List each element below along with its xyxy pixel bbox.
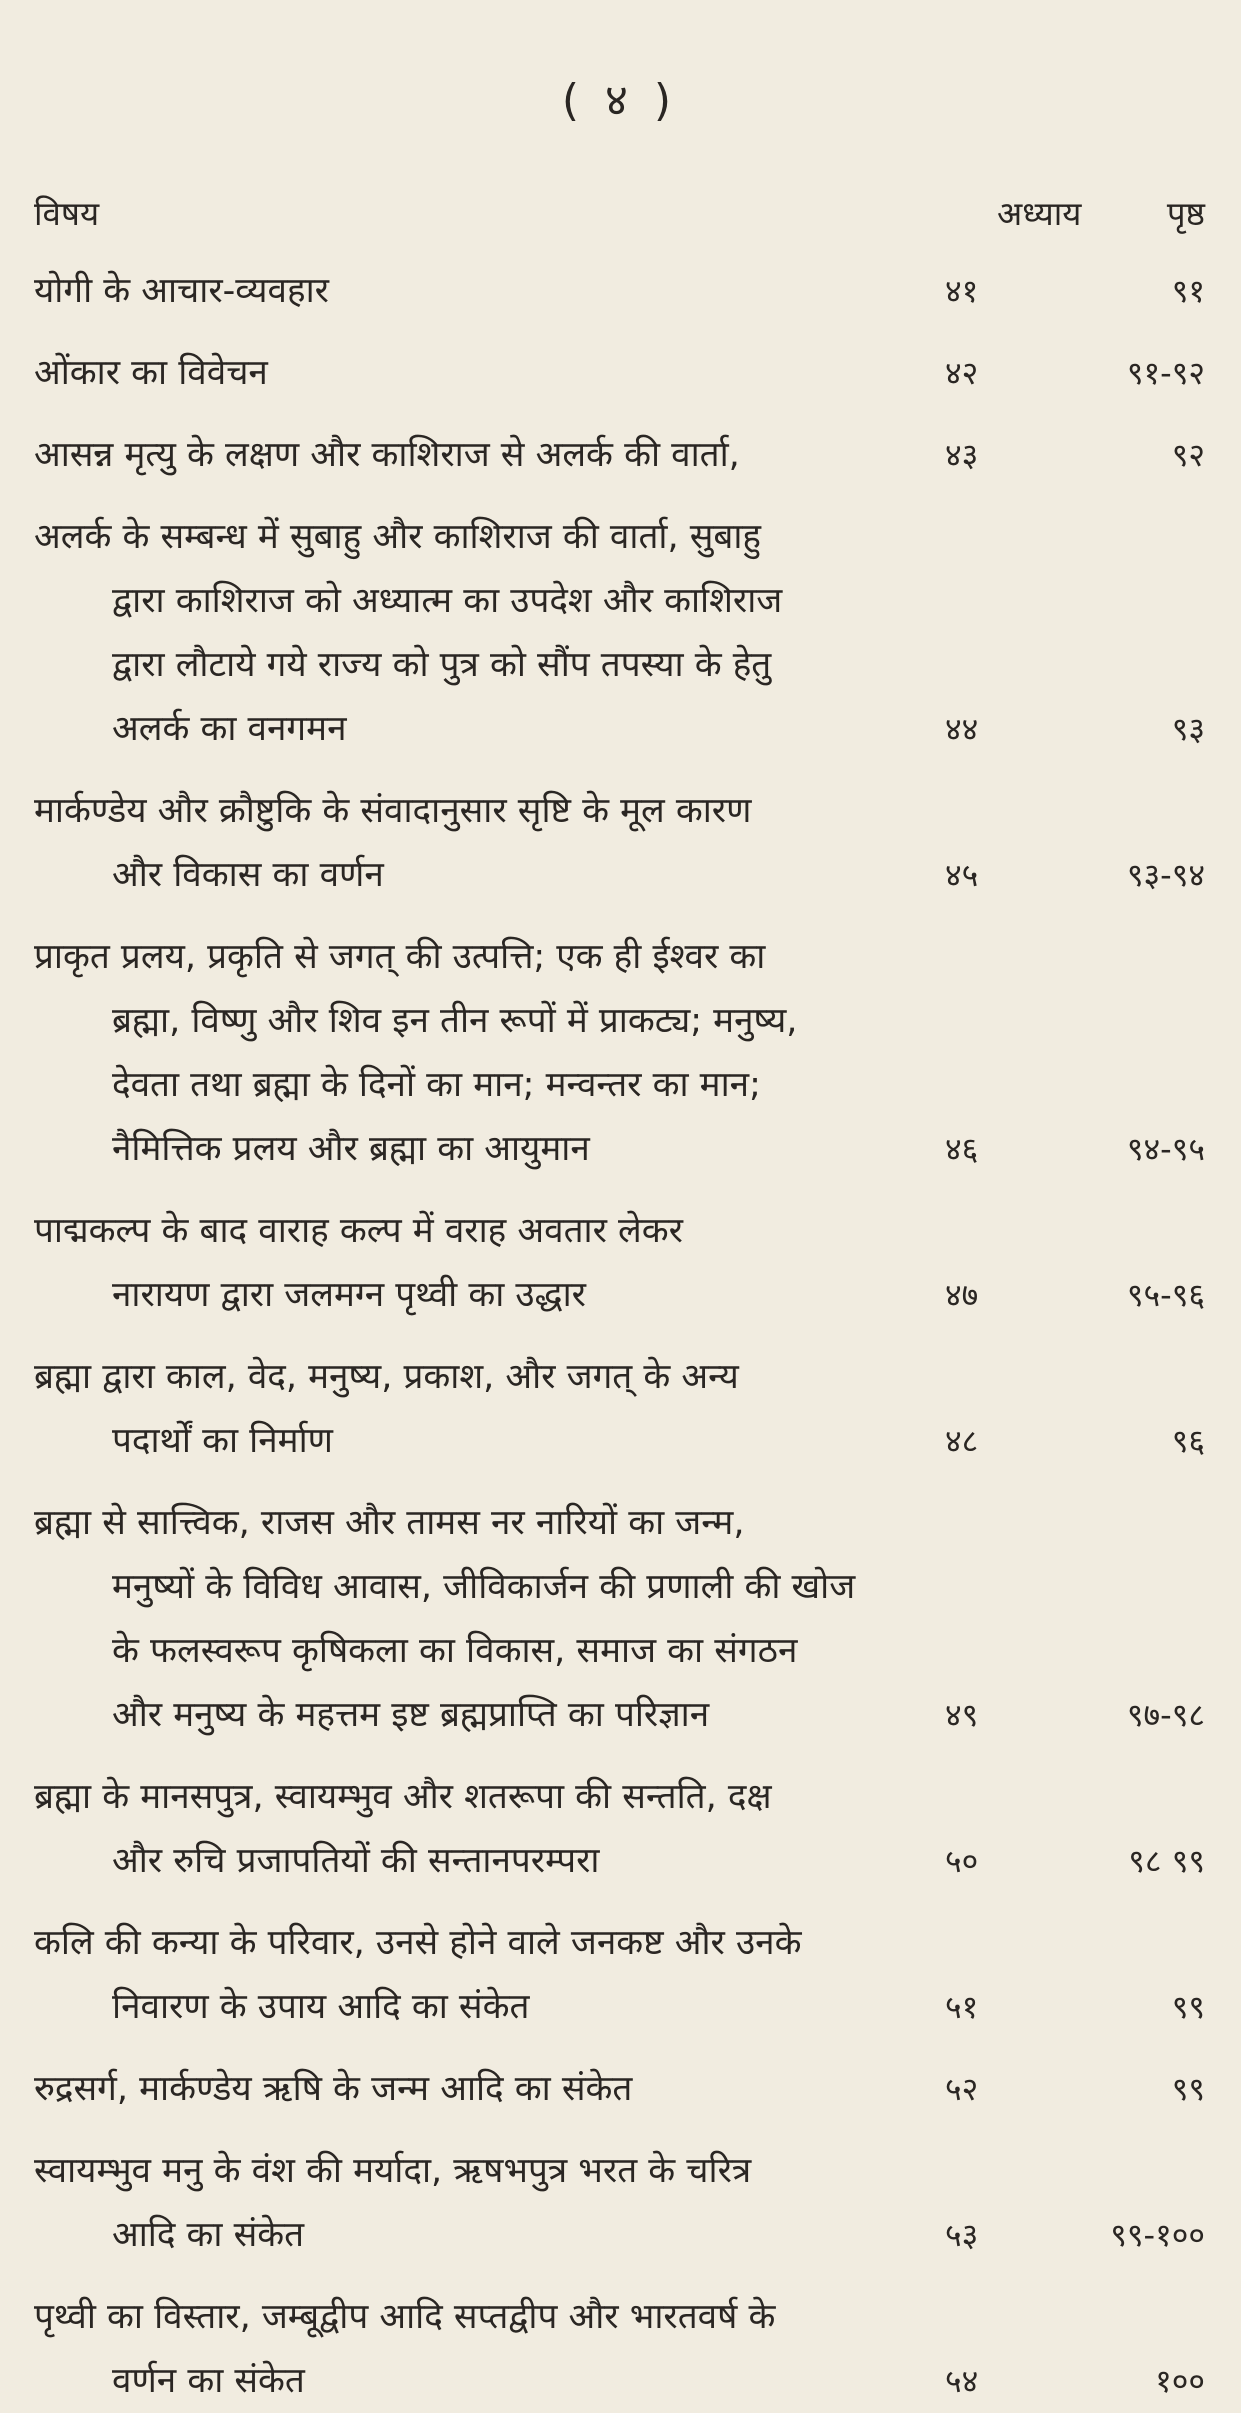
entry-subject-line: योगी के आचार-व्यवहार xyxy=(34,271,329,311)
list-item xyxy=(34,423,1205,487)
entry-subject-line: और मनुष्य के महत्तम इष्ट ब्रह्मप्राप्ति का परिज्ञान xyxy=(112,1695,710,1735)
entry-subject-line: मार्कण्डेय और क्रौष्टुकि के संवादानुसार सृष्टि के मूल कारण xyxy=(34,791,752,831)
entry-subject-line: आसन्न मृत्यु के लक्षण और काशिराज से अलर्क की वार्ता, xyxy=(34,435,740,475)
entry-subject xyxy=(34,1911,945,2039)
entry-subject-line: रुद्रसर्ग, मार्कण्डेय ऋषि के जन्म आदि का संकेत xyxy=(34,2069,633,2109)
entry-subject-line: और विकास का वर्णन xyxy=(112,855,384,895)
entry-subject-line: नारायण द्वारा जलमग्न पृथ्वी का उद्धार xyxy=(112,1275,586,1315)
entry-pages: ९३-९४ xyxy=(1126,856,1205,894)
entry-chapter: ४२ xyxy=(945,354,979,392)
entry-pages: ९१ xyxy=(1171,272,1205,310)
entry-chapter: ४७ xyxy=(945,1276,979,1314)
entry-pages: १०० xyxy=(1155,2362,1205,2400)
entry-chapter: ४९ xyxy=(945,1696,979,1734)
entry-subject-line: कलि की कन्या के परिवार, उनसे होने वाले जनकष्ट और उनके xyxy=(34,1923,802,1963)
table-header xyxy=(34,190,1205,235)
entry-subject-line: पृथ्वी का विस्तार, जम्बूद्वीप आदि सप्तद्वीप और भारतवर्ष के xyxy=(34,2297,776,2337)
list-item xyxy=(34,1765,1205,1893)
entry-subject-line: अलर्क के सम्बन्ध में सुबाहु और काशिराज की वार्ता, सुबाहु xyxy=(34,517,762,557)
entry-subject-line: स्वायम्भुव मनु के वंश की मर्यादा, ऋषभपुत्र भरत के चरित्र xyxy=(34,2151,752,2191)
entry-chapter: ४६ xyxy=(945,1130,979,1168)
contents-list xyxy=(34,259,1205,2413)
list-item xyxy=(34,341,1205,405)
entry-pages: ९५-९६ xyxy=(1126,1276,1205,1314)
entry-subject xyxy=(34,2139,945,2267)
entry-subject xyxy=(34,925,945,1181)
list-item xyxy=(34,2139,1205,2267)
page-number: ( ४ ) xyxy=(561,75,678,126)
list-item xyxy=(34,925,1205,1181)
list-item xyxy=(34,505,1205,761)
entry-subject-line: अलर्क का वनगमन xyxy=(112,709,347,749)
entry-subject xyxy=(34,341,945,405)
entry-pages: ९९-१०० xyxy=(1110,2216,1205,2254)
entry-subject xyxy=(34,1491,945,1747)
entry-chapter: ५० xyxy=(945,1842,979,1880)
entry-subject xyxy=(34,1199,945,1327)
entry-pages: ९२ xyxy=(1171,436,1205,474)
entry-pages: ९९ xyxy=(1171,1988,1205,2026)
entry-subject xyxy=(34,505,945,761)
list-item xyxy=(34,1911,1205,2039)
entry-subject xyxy=(34,2285,945,2413)
entry-chapter: ४३ xyxy=(945,436,979,474)
entry-subject xyxy=(34,1765,945,1893)
entry-subject-line: द्वारा लौटाये गये राज्य को पुत्र को सौंप तपस्या के हेतु xyxy=(112,645,772,685)
entry-subject xyxy=(34,423,945,487)
entry-pages: ९९ xyxy=(1171,2070,1205,2108)
header-chapter: अध्याय xyxy=(997,194,1082,233)
entry-subject-line: वर्णन का संकेत xyxy=(112,2361,305,2401)
entry-chapter: ४१ xyxy=(945,272,979,310)
entry-chapter: ४८ xyxy=(945,1422,979,1460)
entry-chapter: ४५ xyxy=(945,856,979,894)
list-item xyxy=(34,1345,1205,1473)
entry-subject xyxy=(34,1345,945,1473)
entry-subject-line: देवता तथा ब्रह्मा के दिनों का मान; मन्वन्तर का मान; xyxy=(112,1065,761,1105)
header-page: पृष्ठ xyxy=(1166,194,1205,233)
list-item xyxy=(34,2057,1205,2121)
entry-subject-line: निवारण के उपाय आदि का संकेत xyxy=(112,1987,530,2027)
entry-subject-line: ब्रह्मा से सात्त्विक, राजस और तामस नर नारियों का जन्म, xyxy=(34,1503,745,1543)
list-item xyxy=(34,259,1205,323)
entry-chapter: ४४ xyxy=(945,710,979,748)
list-item xyxy=(34,779,1205,907)
entry-subject-line: प्राकृत प्रलय, प्रकृति से जगत् की उत्पत्ति; एक ही ईश्वर का xyxy=(34,937,766,977)
entry-pages: ९८ ९९ xyxy=(1128,1842,1205,1880)
entry-chapter: ५३ xyxy=(945,2216,979,2254)
entry-subject-line: ओंकार का विवेचन xyxy=(34,353,268,393)
entry-pages: ९६ xyxy=(1171,1422,1205,1460)
entry-subject xyxy=(34,2057,945,2121)
entry-subject xyxy=(34,259,945,323)
entry-subject-line: नैमित्तिक प्रलय और ब्रह्मा का आयुमान xyxy=(112,1129,590,1169)
list-item xyxy=(34,1491,1205,1747)
entry-subject-line: पाद्मकल्प के बाद वाराह कल्प में वराह अवतार लेकर xyxy=(34,1211,683,1251)
entry-subject-line: ब्रह्मा द्वारा काल, वेद, मनुष्य, प्रकाश, और जगत् के अन्य xyxy=(34,1357,739,1397)
entry-subject-line: और रुचि प्रजापतियों की सन्तानपरम्परा xyxy=(112,1841,600,1881)
entry-pages: ९७-९८ xyxy=(1126,1696,1205,1734)
entry-subject-line: आदि का संकेत xyxy=(112,2215,305,2255)
entry-subject-line: मनुष्यों के विविध आवास, जीविकार्जन की प्रणाली की खोज xyxy=(112,1567,856,1607)
entry-chapter: ५१ xyxy=(945,1988,979,2026)
entry-pages: ९१-९२ xyxy=(1126,354,1205,392)
list-item xyxy=(34,2285,1205,2413)
entry-subject xyxy=(34,779,945,907)
entry-subject-line: द्वारा काशिराज को अध्यात्म का उपदेश और काशिराज xyxy=(112,581,783,621)
entry-subject-line: के फलस्वरूप कृषिकला का विकास, समाज का संगठन xyxy=(112,1631,798,1671)
entry-subject-line: ब्रह्मा के मानसपुत्र, स्वायम्भुव और शतरूपा की सन्तति, दक्ष xyxy=(34,1777,772,1817)
entry-pages: ९४-९५ xyxy=(1126,1130,1205,1168)
entry-pages: ९३ xyxy=(1171,710,1205,748)
entry-chapter: ५२ xyxy=(945,2070,979,2108)
entry-subject-line: पदार्थों का निर्माण xyxy=(112,1421,333,1461)
entry-chapter: ५४ xyxy=(945,2362,979,2400)
entry-subject-line: ब्रह्मा, विष्णु और शिव इन तीन रूपों में प्राकट्य; मनुष्य, xyxy=(112,1001,798,1041)
list-item xyxy=(34,1199,1205,1327)
header-subject: विषय xyxy=(34,194,100,233)
